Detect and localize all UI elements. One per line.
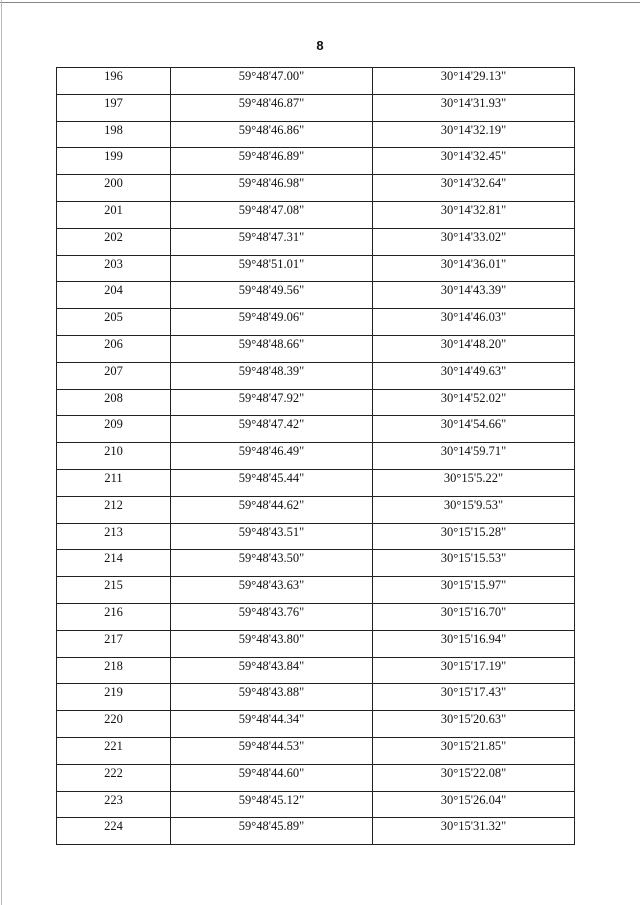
table-row	[57, 764, 575, 791]
table-row	[57, 362, 575, 389]
point-number-cell: 198	[57, 121, 171, 148]
latitude-cell: 59°48'43.63"	[171, 577, 373, 604]
latitude-cell: 59°48'44.60"	[171, 764, 373, 791]
point-number-cell: 201	[57, 201, 171, 228]
longitude-cell: 30°14'46.03"	[373, 309, 575, 336]
longitude-cell: 30°15'16.70"	[373, 603, 575, 630]
point-number-cell: 202	[57, 228, 171, 255]
longitude-cell: 30°15'16.94"	[373, 630, 575, 657]
latitude-cell: 59°48'44.34"	[171, 711, 373, 738]
point-number-cell: 217	[57, 630, 171, 657]
table-row	[57, 791, 575, 818]
latitude-cell: 59°48'45.89"	[171, 818, 373, 845]
point-number-cell: 224	[57, 818, 171, 845]
point-number-cell: 209	[57, 416, 171, 443]
point-number-cell: 213	[57, 523, 171, 550]
table-row	[57, 550, 575, 577]
point-number-cell: 219	[57, 684, 171, 711]
longitude-cell: 30°15'26.04"	[373, 791, 575, 818]
scan-edge-top	[0, 2, 640, 3]
longitude-cell: 30°14'29.13"	[373, 68, 575, 95]
table-row	[57, 711, 575, 738]
latitude-cell: 59°48'47.92"	[171, 389, 373, 416]
table-row	[57, 684, 575, 711]
point-number-cell: 221	[57, 737, 171, 764]
longitude-cell: 30°15'5.22"	[373, 469, 575, 496]
longitude-cell: 30°14'32.81"	[373, 201, 575, 228]
latitude-cell: 59°48'46.89"	[171, 148, 373, 175]
longitude-cell: 30°15'15.28"	[373, 523, 575, 550]
latitude-cell: 59°48'47.42"	[171, 416, 373, 443]
longitude-cell: 30°15'15.97"	[373, 577, 575, 604]
longitude-cell: 30°15'22.08"	[373, 764, 575, 791]
longitude-cell: 30°14'32.45"	[373, 148, 575, 175]
longitude-cell: 30°14'31.93"	[373, 94, 575, 121]
latitude-cell: 59°48'46.49"	[171, 443, 373, 470]
longitude-cell: 30°15'31.32"	[373, 818, 575, 845]
latitude-cell: 59°48'47.00"	[171, 68, 373, 95]
table-row	[57, 68, 575, 95]
longitude-cell: 30°14'54.66"	[373, 416, 575, 443]
table-row	[57, 148, 575, 175]
latitude-cell: 59°48'43.84"	[171, 657, 373, 684]
point-number-cell: 210	[57, 443, 171, 470]
table-row	[57, 121, 575, 148]
point-number-cell: 199	[57, 148, 171, 175]
latitude-cell: 59°48'43.76"	[171, 603, 373, 630]
point-number-cell: 200	[57, 175, 171, 202]
latitude-cell: 59°48'45.44"	[171, 469, 373, 496]
latitude-cell: 59°48'43.88"	[171, 684, 373, 711]
point-number-cell: 218	[57, 657, 171, 684]
coordinates-table-body	[57, 68, 575, 845]
table-row	[57, 630, 575, 657]
latitude-cell: 59°48'44.53"	[171, 737, 373, 764]
point-number-cell: 214	[57, 550, 171, 577]
latitude-cell: 59°48'44.62"	[171, 496, 373, 523]
longitude-cell: 30°15'20.63"	[373, 711, 575, 738]
point-number-cell: 196	[57, 68, 171, 95]
point-number-cell: 197	[57, 94, 171, 121]
point-number-cell: 215	[57, 577, 171, 604]
longitude-cell: 30°15'9.53"	[373, 496, 575, 523]
point-number-cell: 207	[57, 362, 171, 389]
table-row	[57, 737, 575, 764]
longitude-cell: 30°14'32.19"	[373, 121, 575, 148]
longitude-cell: 30°14'59.71"	[373, 443, 575, 470]
point-number-cell: 203	[57, 255, 171, 282]
latitude-cell: 59°48'46.86"	[171, 121, 373, 148]
latitude-cell: 59°48'46.87"	[171, 94, 373, 121]
table-row	[57, 282, 575, 309]
latitude-cell: 59°48'43.50"	[171, 550, 373, 577]
latitude-cell: 59°48'45.12"	[171, 791, 373, 818]
table-row	[57, 309, 575, 336]
table-row	[57, 416, 575, 443]
latitude-cell: 59°48'49.56"	[171, 282, 373, 309]
table-row	[57, 389, 575, 416]
table-row	[57, 228, 575, 255]
coordinates-table	[56, 67, 575, 845]
longitude-cell: 30°14'52.02"	[373, 389, 575, 416]
longitude-cell: 30°14'43.39"	[373, 282, 575, 309]
longitude-cell: 30°15'21.85"	[373, 737, 575, 764]
longitude-cell: 30°15'17.19"	[373, 657, 575, 684]
point-number-cell: 223	[57, 791, 171, 818]
table-row	[57, 94, 575, 121]
longitude-cell: 30°14'49.63"	[373, 362, 575, 389]
table-row	[57, 443, 575, 470]
point-number-cell: 220	[57, 711, 171, 738]
table-row	[57, 335, 575, 362]
longitude-cell: 30°15'17.43"	[373, 684, 575, 711]
table-row	[57, 603, 575, 630]
latitude-cell: 59°48'48.66"	[171, 335, 373, 362]
page-number: 8	[316, 38, 324, 53]
table-row	[57, 577, 575, 604]
table-row	[57, 201, 575, 228]
longitude-cell: 30°14'33.02"	[373, 228, 575, 255]
table-row	[57, 818, 575, 845]
point-number-cell: 205	[57, 309, 171, 336]
longitude-cell: 30°14'48.20"	[373, 335, 575, 362]
latitude-cell: 59°48'48.39"	[171, 362, 373, 389]
longitude-cell: 30°14'32.64"	[373, 175, 575, 202]
table-row	[57, 469, 575, 496]
point-number-cell: 211	[57, 469, 171, 496]
point-number-cell: 212	[57, 496, 171, 523]
point-number-cell: 208	[57, 389, 171, 416]
latitude-cell: 59°48'51.01"	[171, 255, 373, 282]
longitude-cell: 30°14'36.01"	[373, 255, 575, 282]
table-row	[57, 657, 575, 684]
table-row	[57, 255, 575, 282]
latitude-cell: 59°48'47.08"	[171, 201, 373, 228]
latitude-cell: 59°48'46.98"	[171, 175, 373, 202]
point-number-cell: 204	[57, 282, 171, 309]
point-number-cell: 206	[57, 335, 171, 362]
longitude-cell: 30°15'15.53"	[373, 550, 575, 577]
table-row	[57, 175, 575, 202]
latitude-cell: 59°48'47.31"	[171, 228, 373, 255]
point-number-cell: 222	[57, 764, 171, 791]
latitude-cell: 59°48'43.80"	[171, 630, 373, 657]
table-row	[57, 496, 575, 523]
scan-edge-left	[1, 0, 2, 905]
latitude-cell: 59°48'49.06"	[171, 309, 373, 336]
latitude-cell: 59°48'43.51"	[171, 523, 373, 550]
table-row	[57, 523, 575, 550]
point-number-cell: 216	[57, 603, 171, 630]
